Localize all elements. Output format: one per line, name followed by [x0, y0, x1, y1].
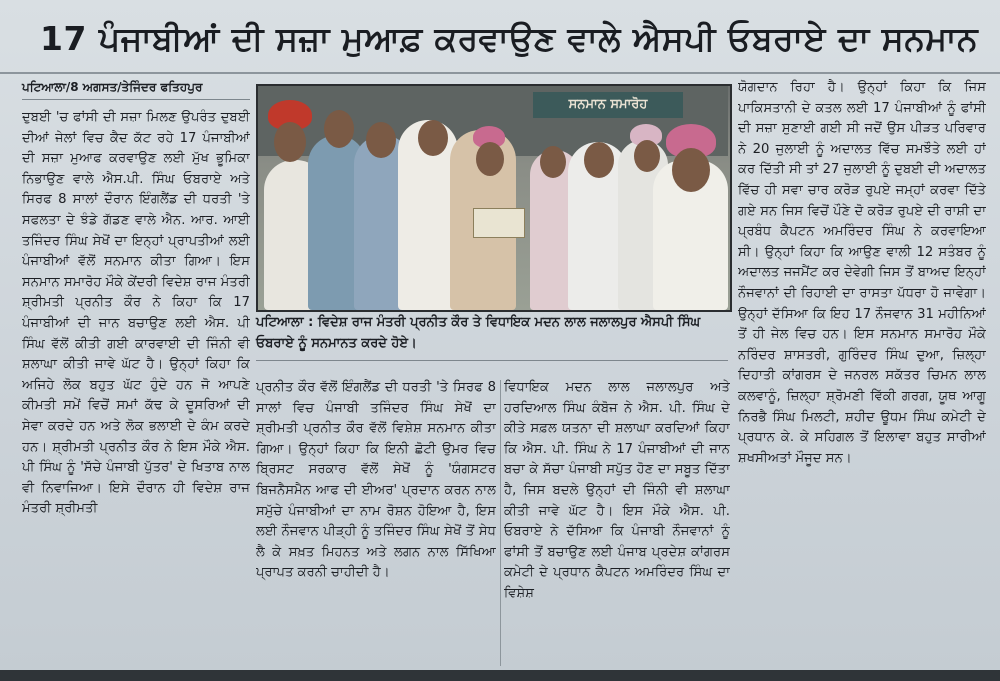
person-head — [366, 122, 396, 158]
photo-banner: ਸਨਮਾਨ ਸਮਾਰੋਹ — [533, 92, 683, 118]
dateline: ਪਟਿਆਲਾ/8 ਅਗਸਤ/ਤੇਜਿੰਦਰ ਫਤਿਹਪੁਰ — [22, 78, 250, 100]
column-divider — [500, 380, 501, 666]
person-head — [584, 142, 614, 178]
person-head — [418, 120, 448, 156]
person-head — [634, 140, 660, 172]
person-head — [672, 148, 710, 192]
person-head — [540, 146, 566, 178]
person-head — [324, 110, 354, 148]
plaque — [473, 208, 525, 238]
headline: 17 ਪੰਜਾਬੀਆਂ ਦੀ ਸਜ਼ਾ ਮੁਆਫ਼ ਕਰਵਾਉਣ ਵਾਲੇ ਐਸਪੀ ਓਬਰਾਏ ਦਾ ਸਨਮਾਨ — [40, 19, 979, 58]
headline-rule — [0, 72, 1000, 74]
photo-caption — [256, 312, 728, 361]
caption-location: ਪਟਿਆਲਾ : — [256, 315, 314, 330]
article-column-4: ਯੋਗਦਾਨ ਰਿਹਾ ਹੈ। ਉਨ੍ਹਾਂ ਕਿਹਾ ਕਿ ਜਿਸ ਪਾਕਿਸਤਾਨੀ ਦੇ ਕਤਲ ਲਈ 17 ਪੰਜਾਬੀਆਂ ਨੂੰ ਫਾਂਸੀ ਦੀ ਸਜ਼ਾ ਸੁਣਾਈ ਗਈ ਸੀ ਜਦੋਂ ਉਸ ਪੀੜਤ ਪਰਿਵਾਰ ਨੇ 20 ਜੁਲਾਈ ਨੂੰ ਅਦਾਲਤ ਵਿੱਚ ਸਮਝੌਤੇ ਲਈ ਹਾਂ ਕਰ ਦਿੱਤੀ ਸੀ ਤਾਂ 27 ਜੁਲਾਈ ਨੂੰ ਦੁਬਈ ਦੀ ਅਦਾਲਤ ਵਿੱਚ ਹੀ ਸਵਾ ਚਾਰ ਕਰੋੜ ਰੁਪਏ ਜਮ੍ਹਾਂ ਕਰਵਾ ਦਿੱਤੇ ਗਏ ਸਨ ਜਿਸ ਵਿਚੋਂ ਪੌਣੇ ਦੋ ਕਰੋੜ ਰੁਪਏ ਦੀ ਰਾਸ਼ੀ ਦਾ ਪ੍ਰਬੰਧ ਕੈਪਟਨ ਅਮਰਿੰਦਰ ਸਿੰਘ ਨੇ ਕਰਵਾਇਆ ਸੀ। ਉਨ੍ਹਾਂ ਕਿਹਾ ਕਿ ਆਉਣ ਵਾਲੀ 12 ਸਤੰਬਰ ਨੂੰ ਅਦਾਲਤ ਜਜਮੈਂਟ ਕਰ ਦੇਵੇਗੀ ਜਿਸ ਤੋਂ ਬਾਅਦ ਇਨ੍ਹਾਂ ਨੌਜਵਾਨਾਂ ਦੀ ਰਿਹਾਈ ਦਾ ਰਾਸਤਾ ਪੱਧਰਾ ਹੋ ਜਾਵੇਗਾ। ਉਨ੍ਹਾਂ ਦੱਸਿਆ ਕਿ ਇਹ 17 ਨੌਜਵਾਨ 31 ਮਹੀਨਿਆਂ ਤੋਂ ਹੀ ਜੇਲ ਵਿਚ ਹਨ। ਇਸ ਸਨਮਾਨ ਸਮਾਰੋਹ ਮੌਕੇ ਨਰਿੰਦਰ ਸ਼ਾਸਤਰੀ, ਗੁਰਿੰਦਰ ਸਿੰਘ ਦੁਆ, ਜ਼ਿਲ੍ਹਾ ਦਿਹਾਤੀ ਕਾਂਗਰਸ ਦੇ ਜਨਰਲ ਸਕੱਤਰ ਚਿਮਨ ਲਾਲ ਕਲਵਾਨੂੰ, ਜ਼ਿਲ੍ਹਾ ਸ਼੍ਰੋਮਣੀ ਵਿੱਕੀ ਗਰਗ, ਯੂਥ ਆਗੂ ਨਿਰਭੈ ਸਿੰਘ ਮਿਲਟੀ, ਸ਼ਹੀਦ ਊਧਮ ਸਿੰਘ ਕਮੇਟੀ ਦੇ ਪ੍ਰਧਾਨ ਕੇ. ਕੇ ਸਹਿਗਲ ਤੋਂ ਇਲਾਵਾ ਬਹੁਤ ਸਾਰੀਆਂ ਸ਼ਖਸੀਅਤਾਂ ਮੌਜੂਦ ਸਨ। — [738, 80, 986, 466]
person-head — [274, 122, 306, 162]
person-head — [476, 142, 504, 176]
caption-text: ਵਿਦੇਸ਼ ਰਾਜ ਮੰਤਰੀ ਪ੍ਰਨੀਤ ਕੌਰ ਤੇ ਵਿਧਾਇਕ ਮਦਨ ਲਾਲ ਜਲਾਲਪੁਰ ਐਸਪੀ ਸਿੰਘ ਓਬਰਾਏ ਨੂੰ ਸਨਮਾਨਤ ਕਰਦੇ ਹੋਏ। — [256, 315, 701, 351]
article-column-1: ਦੁਬਈ 'ਚ ਫਾਂਸੀ ਦੀ ਸਜ਼ਾ ਮਿਲਣ ਉਪਰੰਤ ਦੁਬਈ ਦੀਆਂ ਜੇਲਾਂ ਵਿਚ ਕੈਦ ਕੱਟ ਰਹੇ 17 ਪੰਜਾਬੀਆਂ ਦੀ ਸਜ਼ਾ ਮੁਆਫ ਕਰਵਾਉਣ ਲਈ ਮੁੱਖ ਭੂਮਿਕਾ ਨਿਭਾਉਣ ਵਾਲੇ ਐਸ.ਪੀ. ਸਿੰਘ ਓਬਰਾਏ ਅਤੇ ਸਿਰਫ 8 ਸਾਲਾਂ ਦੌਰਾਨ ਇੰਗਲੈਂਡ ਦੀ ਧਰਤੀ 'ਤੇ ਸਫਲਤਾ ਦੇ ਝੰਡੇ ਗੱਡਣ ਵਾਲੇ ਐਨ. ਆਰ. ਆਈ ਤਜਿੰਦਰ ਸਿੰਘ ਸੇਖੋਂ ਦਾ ਇਨ੍ਹਾਂ ਪ੍ਰਾਪਤੀਆਂ ਲਈ ਪੰਜਾਬੀਆਂ ਵੱਲੋਂ ਸਨਮਾਨ ਕੀਤਾ ਗਿਆ। ਇਸ ਸਨਮਾਨ ਸਮਾਰੋਹ ਮੌਕੇ ਕੇਂਦਰੀ ਵਿਦੇਸ਼ ਰਾਜ ਮੰਤਰੀ ਸ਼੍ਰੀਮਤੀ ਪ੍ਰਨੀਤ ਕੌਰ ਨੇ ਕਿਹਾ ਕਿ 17 ਪੰਜਾਬੀਆਂ ਦੀ ਜਾਨ ਬਚਾਉਣ ਲਈ ਐਸ. ਪੀ ਸਿੰਘ ਵੱਲੋਂ ਕੀਤੀ ਗਈ ਕਾਰਵਾਈ ਦੀ ਜਿੰਨੀ ਵੀ ਸ਼ਲਾਘਾ ਕੀਤੀ ਜਾਵੇ ਘੱਟ ਹੈ। ਉਨ੍ਹਾਂ ਕਿਹਾ ਕਿ ਅਜਿਹੇ ਲੋਕ ਬਹੁਤ ਘੱਟ ਹੁੰਦੇ ਹਨ ਜੋ ਆਪਣੇ ਕੀਮਤੀ ਸਮੇਂ ਵਿਚੋਂ ਸਮਾਂ ਕੱਢ ਕੇ ਦੂਸਰਿਆਂ ਦੀ ਸੇਵਾ ਕਰਦੇ ਹਨ ਅਤੇ ਲੋਕ ਭਲਾਈ ਦੇ ਕੰਮ ਕਰਦੇ ਹਨ। ਸ਼੍ਰੀਮਤੀ ਪ੍ਰਨੀਤ ਕੌਰ ਨੇ ਇਸ ਮੌਕੇ ਐਸ. ਪੀ ਸਿੰਘ ਨੂੰ 'ਸੱਚੇ ਪੰਜਾਬੀ ਪੁੱਤਰ' ਦੇ ਖਿਤਾਬ ਨਾਲ ਵੀ ਨਿਵਾਜਿਆ। ਇਸੇ ਦੌਰਾਨ ਹੀ ਵਿਦੇਸ਼ ਰਾਜ ਮੰਤਰੀ ਸ਼੍ਰੀਮਤੀ — [22, 110, 250, 517]
article-column-2: ਪ੍ਰਨੀਤ ਕੌਰ ਵੱਲੋਂ ਇੰਗਲੈਂਡ ਦੀ ਧਰਤੀ 'ਤੇ ਸਿਰਫ 8 ਸਾਲਾਂ ਵਿਚ ਪੰਜਾਬੀ ਤਜਿੰਦਰ ਸਿੰਘ ਸੇਖੋਂ ਦਾ ਸ਼੍ਰੀਮਤੀ ਪ੍ਰਨੀਤ ਕੌਰ ਵੱਲੋਂ ਵਿਸ਼ੇਸ਼ ਸਨਮਾਨ ਕੀਤਾ ਗਿਆ। ਉਨ੍ਹਾਂ ਕਿਹਾ ਕਿ ਇਨੀ ਛੋਟੀ ਉਮਰ ਵਿਚ ਬ੍ਰਿਸਟ ਸਰਕਾਰ ਵੱਲੋਂ ਸੇਖੋਂ ਨੂੰ 'ਯੰਗਸਟਰ ਬਿਜਨੈਸਮੈਨ ਆਫ ਦੀ ਈਅਰ' ਪ੍ਰਦਾਨ ਕਰਨ ਨਾਲ ਸਮੁੱਚੇ ਪੰਜਾਬੀਆਂ ਦਾ ਨਾਮ ਰੋਸ਼ਨ ਹੋਇਆ ਹੈ, ਇਸ ਲਈ ਨੌਜਵਾਨ ਪੀੜ੍ਹੀ ਨੂੰ ਤਜਿੰਦਰ ਸਿੰਘ ਸੇਖੋਂ ਤੋਂ ਸੇਧ ਲੈ ਕੇ ਸਖ਼ਤ ਮਿਹਨਤ ਅਤੇ ਲਗਨ ਨਾਲ ਸਿੱਖਿਆ ਪ੍ਰਾਪਤ ਕਰਨੀ ਚਾਹੀਦੀ ਹੈ। — [256, 380, 496, 581]
page-bottom-edge — [0, 670, 1000, 681]
news-photo — [256, 84, 732, 312]
article-column-3: ਵਿਧਾਇਕ ਮਦਨ ਲਾਲ ਜਲਾਲਪੁਰ ਅਤੇ ਹਰਦਿਆਲ ਸਿੰਘ ਕੰਬੋਜ ਨੇ ਐਸ. ਪੀ. ਸਿੰਘ ਦੇ ਕੀਤੇ ਸਫ਼ਲ ਯਤਨਾ ਦੀ ਸ਼ਲਾਘਾ ਕਰਦਿਆਂ ਕਿਹਾ ਕਿ ਐਸ. ਪੀ. ਸਿੰਘ ਨੇ 17 ਪੰਜਾਬੀਆਂ ਦੀ ਜਾਨ ਬਚਾ ਕੇ ਸੱਚਾ ਪੰਜਾਬੀ ਸਪੁੱਤ ਹੋਣ ਦਾ ਸਬੂਤ ਦਿੱਤਾ ਹੈ, ਜਿਸ ਬਦਲੇ ਉਨ੍ਹਾਂ ਦੀ ਜਿੰਨੀ ਵੀ ਸ਼ਲਾਘਾ ਕੀਤੀ ਜਾਵੇ ਘੱਟ ਹੈ। ਇਸ ਮੌਕੇ ਐਸ. ਪੀ. ਓਬਰਾਏ ਨੇ ਦੱਸਿਆ ਕਿ ਪੰਜਾਬੀ ਨੌਜਵਾਨਾਂ ਨੂੰ ਫਾਂਸੀ ਤੋਂ ਬਚਾਉਣ ਲਈ ਪੰਜਾਬ ਪ੍ਰਦੇਸ਼ ਕਾਂਗਰਸ ਕਮੇਟੀ ਦੇ ਪ੍ਰਧਾਨ ਕੈਪਟਨ ਅਮਰਿੰਦਰ ਸਿੰਘ ਦਾ ਵਿਸ਼ੇਸ਼ — [504, 380, 730, 601]
